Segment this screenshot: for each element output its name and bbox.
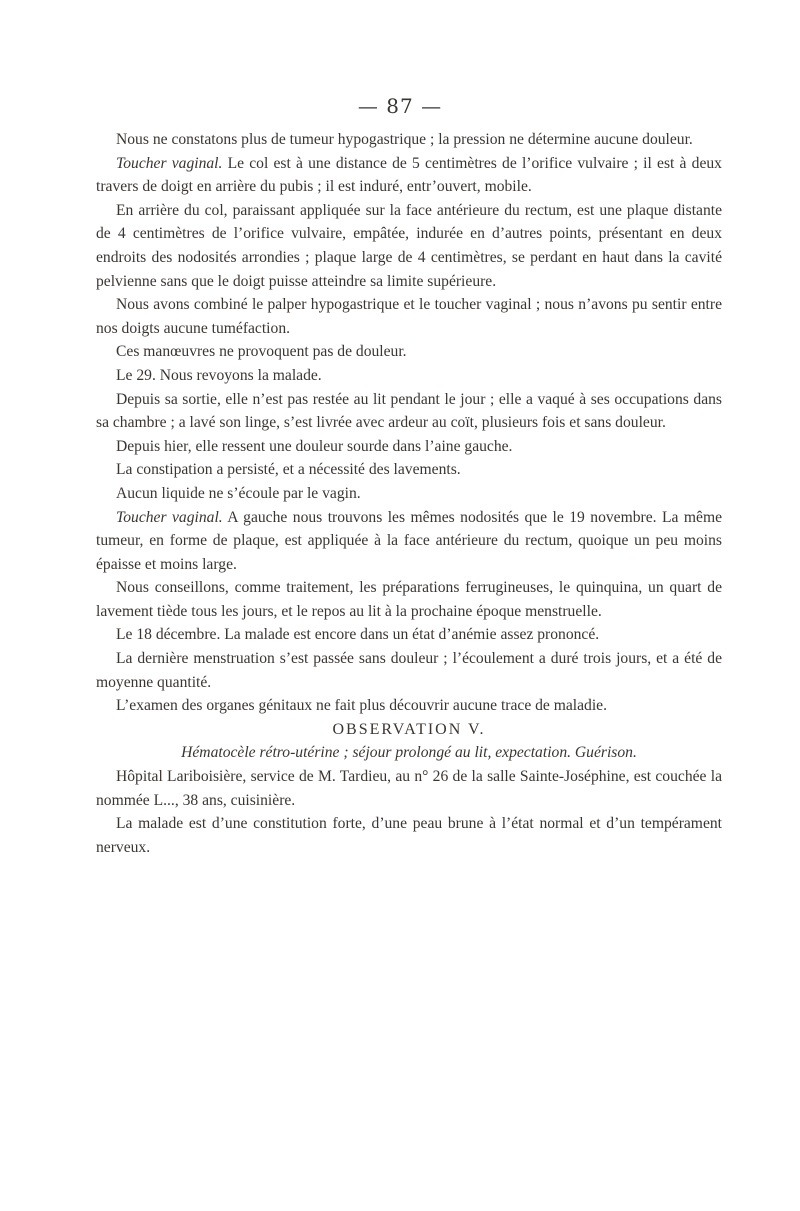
paragraph-text: Depuis sa sortie, elle n’est pas restée au lit pendant le jour ; elle a vaqué à ses occupations dans sa chambre ; a lavé son linge, s’est livrée avec ardeur au coït, plusieurs fois et sans douleur.	[96, 390, 722, 432]
paragraph	[96, 340, 722, 364]
paragraph-text: Le col est à une distance de 5 centimètres de l’orifice vulvaire ; il est à deux travers de doigt en arrière du pubis ; il est induré, entr’ouvert, mobile.	[96, 154, 722, 196]
paragraph-text: Nous avons combiné le palper hypogastrique et le toucher vaginal ; nous n’avons pu sentir entre nos doigts aucune tuméfaction.	[96, 296, 722, 337]
paragraph-text: La dernière menstruation s’est passée sans douleur ; l’écoulement a duré trois jours, et a été de moyenne quantité.	[96, 650, 722, 691]
paragraph-italic-lead: Toucher vaginal.	[116, 508, 223, 526]
paragraph	[96, 623, 722, 647]
paragraph-text: A gauche nous trouvons les mêmes nodosités que le 19 novembre. La même tumeur, en forme de plaque, est appliquée à la face antérieure du rectum, quoique un peu moins épaisse et moins large.	[96, 508, 722, 573]
paragraph	[96, 458, 722, 482]
paragraph-text: Nous conseillons, comme traitement, les préparations ferrugineuses, le quinquina, un quart de lavement tiède tous les jours, et le repos au lit à la prochaine époque menstruelle.	[96, 579, 722, 620]
paragraph-text: Ces manœuvres ne provoquent pas de douleur.	[116, 343, 407, 361]
page-number: — 87 —	[357, 94, 443, 118]
paragraph	[96, 128, 722, 152]
paragraph-text: Le 29. Nous revoyons la malade.	[116, 366, 322, 384]
paragraph	[96, 694, 722, 718]
observation-subtitle: Hématocèle rétro-utérine ; séjour prolongé au lit, expectation. Guérison.	[181, 744, 637, 762]
paragraph	[96, 199, 722, 293]
paragraph	[96, 812, 722, 859]
paragraph-italic-lead: Toucher vaginal.	[116, 154, 223, 172]
paragraph-text: Depuis hier, elle ressent une douleur sourde dans l’aine gauche.	[116, 437, 513, 455]
paragraph-text: Nous ne constatons plus de tumeur hypogastrique ; la pression ne détermine aucune douleur.	[116, 131, 693, 148]
observation-heading: OBSERVATION V.	[332, 720, 486, 738]
paragraph	[96, 364, 722, 388]
paragraph-text: Hôpital Lariboisière, service de M. Tardieu, au n° 26 de la salle Sainte-Joséphine, est couchée la nommée L..., 38 ans, cuisinière.	[96, 768, 722, 809]
paragraph-text: L’examen des organes génitaux ne fait plus découvrir aucune trace de maladie.	[116, 697, 608, 715]
paragraph	[96, 482, 722, 506]
paragraph-text: Le 18 décembre. La malade est encore dans un état d’anémie assez prononcé.	[116, 626, 600, 644]
paragraph-text: En arrière du col, paraissant appliquée sur la face antérieure du rectum, est une plaque distante de 4 centimètres de l’orifice vulvaire, empâtée, indurée en d’autres points, présentant en deux endroits des nodosités arrondies ; plaque large de 4 centimètres, se perdant en haut dans la cavité pelvienne sans que le doigt puisse atteindre sa limite supérieure.	[96, 201, 722, 290]
paragraph	[96, 435, 722, 459]
paragraph-text: La malade est d’une constitution forte, d’une peau brune à l’état normal et d’un tempérament nerveux.	[96, 815, 722, 856]
paragraph	[96, 293, 722, 340]
paragraph	[96, 152, 722, 199]
body-text	[96, 128, 722, 859]
paragraph	[96, 506, 722, 577]
paragraph-text: La constipation a persisté, et a nécessité des lavements.	[116, 461, 461, 479]
paragraph	[96, 576, 722, 623]
paragraph	[96, 765, 722, 812]
paragraph	[96, 388, 722, 435]
paragraph	[96, 647, 722, 694]
paragraph-text: Aucun liquide ne s’écoule par le vagin.	[116, 484, 361, 502]
